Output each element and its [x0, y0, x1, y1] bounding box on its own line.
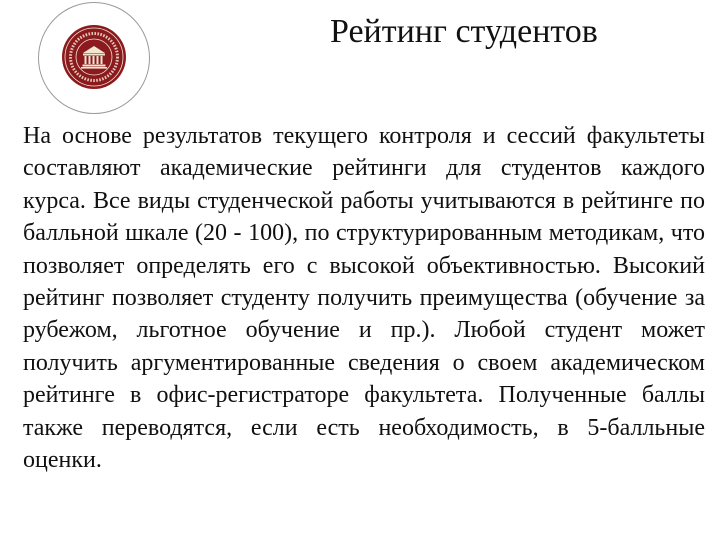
body-paragraph: На основе результатов текущего контроля и сессий факультеты составляют академические рейтинги для студентов каждого курса. Все виды студенческой работы учитываются в рейтинге по балльной шкале (20 - 100), по структурированным методикам, что позволяет определять его с высокой объективностью. Высокий рейтинг позволяет студенту получить преимущества (обучение за рубежом, льготное обучение и пр.). Любой студент может получить аргументированные сведения о своем академическом рейтинге в офис-регистраторе факультета. Полученные баллы также переводятся, если есть необходимость, в 5-балльные оценки.: [23, 123, 705, 474]
slide-title: Рейтинг студентов: [330, 13, 598, 50]
university-seal-icon: [61, 24, 127, 90]
